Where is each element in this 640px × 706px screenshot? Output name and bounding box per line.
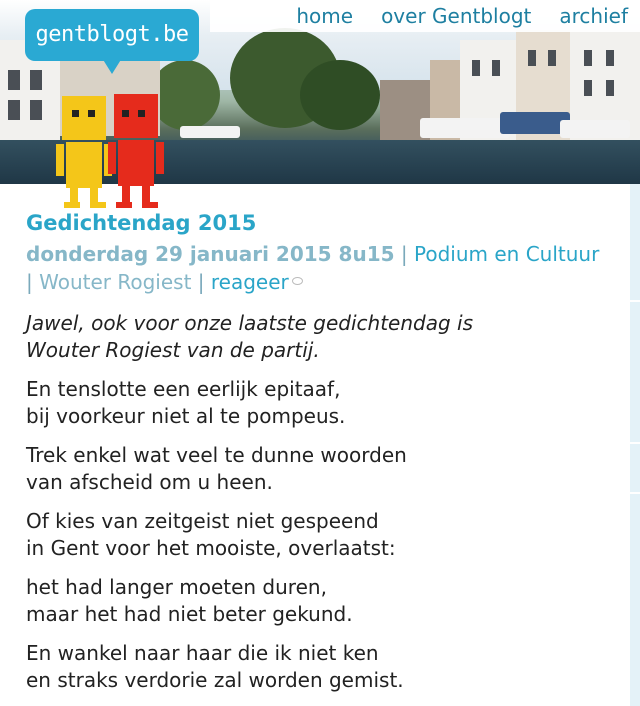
meta-separator: | (26, 270, 33, 294)
sidebar-edge (630, 184, 640, 706)
poem-line: maar het had niet beter gekund. (26, 602, 353, 626)
poem-line: En tenslotte een eerlijk epitaaf, (26, 377, 341, 401)
post-title[interactable]: Gedichtendag 2015 (26, 211, 257, 235)
poem-stanza (26, 376, 606, 430)
poem-stanza (26, 574, 606, 628)
intro-line: Jawel, ook voor onze laatste gedichtendag is (26, 311, 474, 335)
poem-stanza (26, 442, 606, 496)
poem-line: in Gent voor het mooiste, overlaatst: (26, 536, 396, 560)
nav-link-home[interactable]: home (296, 4, 354, 28)
meta-separator: | (197, 270, 205, 294)
poem-line: en straks verdorie zal worden gemist. (26, 668, 404, 692)
intro-line: Wouter Rogiest van de partij. (26, 338, 320, 362)
meta-separator: | (400, 242, 408, 266)
poem-line: En wankel naar haar die ik niet ken (26, 641, 379, 665)
comment-link[interactable]: reageer (210, 270, 289, 294)
poem-stanza (26, 640, 606, 694)
poem-line: Of kies van zeitgeist niet gespeend (26, 509, 379, 533)
poem-line: van afscheid om u heen. (26, 470, 273, 494)
post-meta (26, 240, 606, 296)
poem-stanza (26, 508, 606, 562)
nav-link-over-gentblogt[interactable]: over Gentblogt (381, 4, 532, 28)
logo-bubble-tail (102, 58, 122, 74)
post-date: donderdag 29 januari 2015 8u15 (26, 242, 395, 266)
nav-link-archief[interactable]: archief (559, 4, 628, 28)
top-navigation (210, 0, 640, 32)
logo-text: gentblogt.be (35, 22, 189, 47)
blog-post (26, 208, 606, 706)
poem-line: het had langer moeten duren, (26, 575, 327, 599)
post-intro (26, 310, 606, 364)
post-author: Wouter Rogiest (39, 270, 192, 294)
poem-line: bij voorkeur niet al te pompeus. (26, 404, 346, 428)
site-logo[interactable] (25, 9, 199, 61)
speech-bubble-icon (292, 277, 303, 285)
post-category-link[interactable]: Podium en Cultuur (414, 242, 600, 266)
poem-line: Trek enkel wat veel te dunne woorden (26, 443, 407, 467)
